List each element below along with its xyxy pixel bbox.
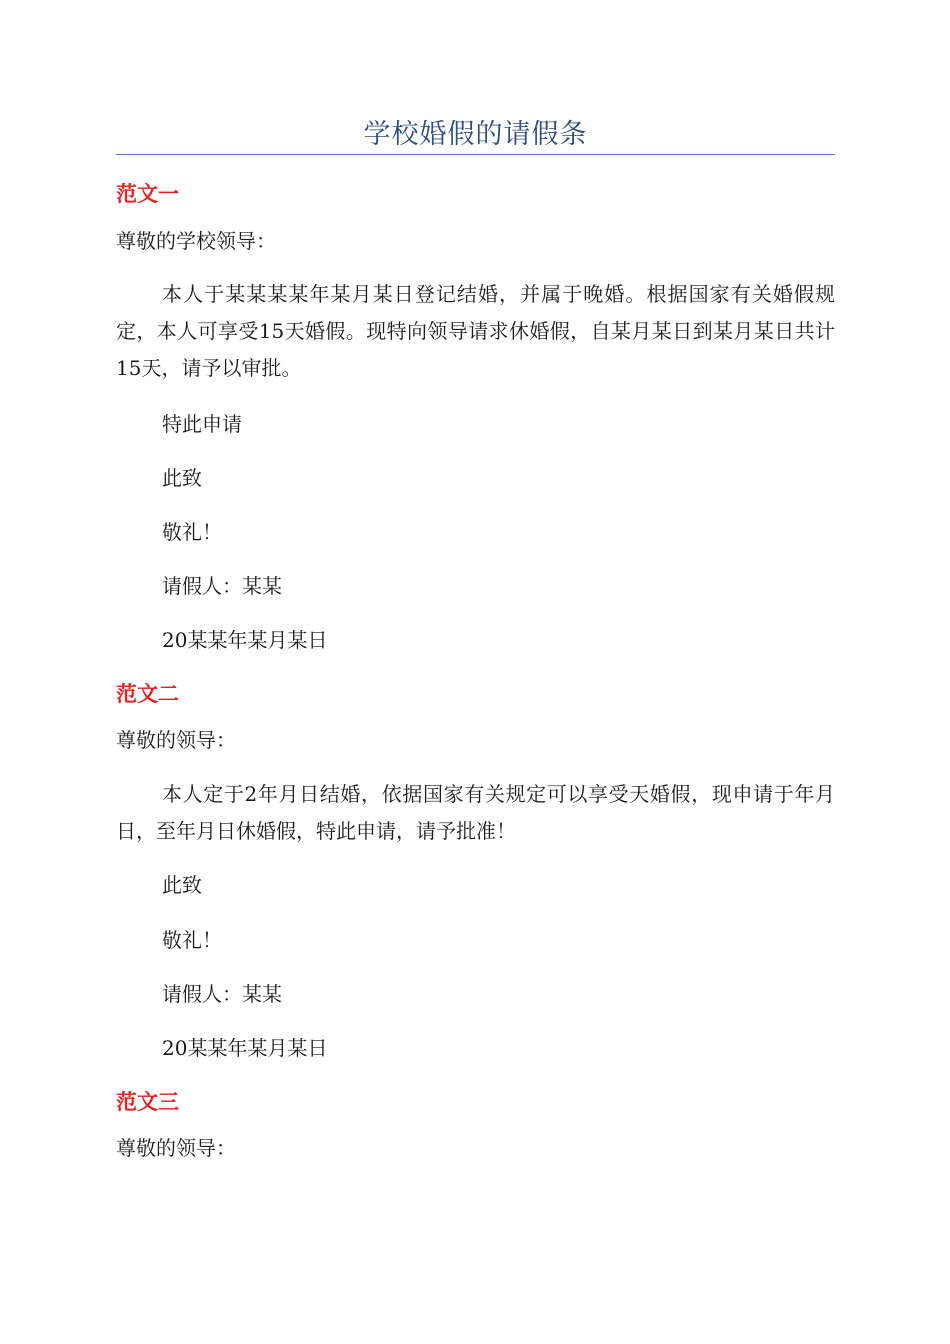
signature-line: 请假人：某某	[162, 574, 282, 598]
title-underline	[116, 154, 835, 155]
section-heading-2: 范文二	[116, 682, 179, 706]
signature-line: 请假人：某某	[162, 982, 282, 1006]
body-paragraph-2: 本人定于2年月日结婚，依据国家有关规定可以享受天婚假，现申请于年月日，至年月日休婚假，特此申请，请予批准！	[116, 782, 835, 843]
salutation-3: 尊敬的领导：	[116, 1136, 236, 1160]
salutation-2: 尊敬的领导：	[116, 728, 236, 752]
section-heading-1: 范文一	[116, 182, 179, 206]
date-line: 20某某年某月某日	[162, 1036, 328, 1060]
date-line: 20某某年某月某日	[162, 628, 328, 652]
document-title: 学校婚假的请假条	[363, 119, 588, 150]
closing-line: 敬礼！	[162, 520, 222, 544]
closing-line: 此致	[162, 873, 202, 897]
section-heading-3: 范文三	[116, 1090, 179, 1114]
salutation-1: 尊敬的学校领导：	[116, 229, 276, 253]
closing-line: 此致	[162, 466, 202, 490]
closing-line: 敬礼！	[162, 928, 222, 952]
closing-line: 特此申请	[162, 412, 242, 436]
body-paragraph-1: 本人于某某某某年某月某日登记结婚，并属于晚婚。根据国家有关婚假规定，本人可享受15天婚假。现特向领导请求休婚假，自某月某日到某月某日共计15天，请予以审批。	[116, 282, 835, 380]
